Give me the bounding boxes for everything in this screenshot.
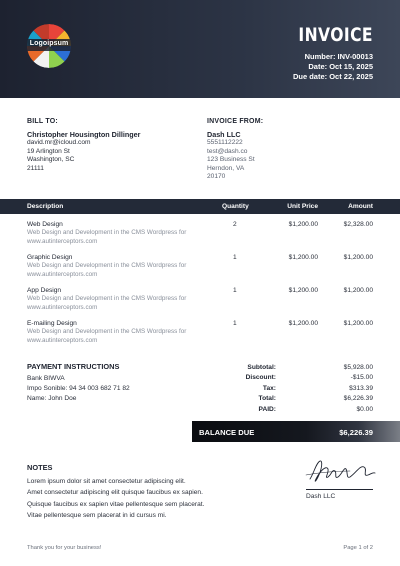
row-detail-link: www.autinterceptors.com [27,270,98,278]
items-table-header [0,199,400,214]
invoice-title: INVOICE [298,24,373,46]
bill-to-name: Christopher Housington Dillinger [27,130,141,139]
row-title: Graphic Design [27,254,73,261]
invoice-from-name: Dash LLC [207,130,241,139]
col-description: Description [27,203,64,210]
invoice-from-phone: 5551112222 [207,139,243,146]
subtotal-label: Subtotal: [247,364,276,371]
table-row [0,254,400,284]
invoice-number: Number: INV-00013 [304,52,373,61]
tax-value: $313.39 [349,384,373,392]
invoice-from-label: INVOICE FROM: [207,118,264,125]
table-row [0,287,400,317]
col-unit-price: Unit Price [287,203,318,210]
row-description [27,254,186,279]
row-unit-price: $1,200.00 [288,254,318,261]
company-logo [27,24,71,68]
row-title: App Design [27,287,62,294]
discount-value: -$15.00 [350,374,373,382]
bill-to-street: 19 Arlington St [27,147,70,155]
bill-to-label: BILL TO: [27,118,58,125]
footer-thanks: Thank you for your business! [27,545,102,551]
row-detail: Web Design and Development in the CMS Wordpress for [27,295,187,303]
paid-label: PAID: [258,405,276,413]
notes-line: Quisque faucibus ex sapien vitae pellentesque sem placerat. [27,500,205,508]
payment-account: Impo Sonible: 94 34 003 682 71 82 [27,385,130,392]
invoice-date: Date: Oct 15, 2025 [308,61,373,71]
row-description [27,287,186,312]
balance-due-value: $6,226.39 [339,428,373,437]
invoice-from-street: 123 Business St [207,156,255,164]
bill-to-city: Washington, SC [27,156,75,164]
invoice-from-email: test@dash.co [207,147,248,155]
signature-line [306,489,373,490]
row-description [27,320,186,345]
notes-body [27,476,204,522]
payment-instructions-title: PAYMENT INSTRUCTIONS [27,362,120,371]
row-quantity: 1 [233,287,237,294]
row-title: E-mailing Design [27,320,77,327]
row-unit-price: $1,200.00 [288,320,318,327]
row-quantity: 2 [233,221,237,228]
col-quantity: Quantity [222,203,249,210]
total-value: $6,226.39 [343,395,373,403]
tax-label: Tax: [262,384,276,392]
col-amount: Amount [348,203,373,210]
invoice-meta [293,52,373,81]
subtotal-value: $5,928.00 [343,364,373,371]
discount-label: Discount: [245,374,276,382]
bill-to-block [27,130,140,173]
invoice-from-zip: 20170 [207,173,226,181]
row-amount: $1,200.00 [343,254,373,261]
signature-name: Dash LLC [306,493,336,500]
bill-to-zip: 21111 [27,164,44,172]
footer-page-number: Page 1 of 2 [343,545,373,551]
notes-line: Lorem ipsum dolor sit amet consectetur adipiscing elit. [27,478,186,485]
bill-to-email: david.mr@icloud.com [27,139,91,146]
balance-due-label: BALANCE DUE [199,428,255,437]
notes-title: NOTES [27,463,53,472]
paid-value: $0.00 [356,405,373,413]
table-row [0,320,400,350]
row-detail: Web Design and Development in the CMS Wordpress for [27,229,187,237]
row-detail: Web Design and Development in the CMS Wordpress for [27,328,187,336]
notes-line: Amet consectetur adipiscing elit quisque faucibus ex sapien. [27,489,203,497]
row-description [27,221,186,246]
row-detail-link: www.autinterceptors.com [27,336,98,344]
row-amount: $1,200.00 [343,320,373,327]
row-detail-link: www.autinterceptors.com [27,237,98,245]
logo-text: Logoipsum [29,40,69,47]
row-detail-link: www.autinterceptors.com [27,303,98,311]
row-detail: Web Design and Development in the CMS Wordpress for [27,262,187,270]
payment-instructions [27,374,130,404]
row-unit-price: $1,200.00 [288,287,318,294]
invoice-due-date: Due date: Oct 22, 2025 [292,71,373,81]
totals-labels [246,363,276,415]
signature-image [304,455,376,487]
row-unit-price: $1,200.00 [288,221,318,228]
total-label: Total: [258,395,276,403]
totals-values [344,363,373,415]
row-title: Web Design [27,221,63,228]
payment-name: Name: John Doe [27,395,77,402]
invoice-from-block [207,130,255,182]
invoice-header [0,0,400,98]
row-quantity: 1 [233,320,237,327]
invoice-from-city: Herndon, VA [207,164,245,172]
balance-due-bar [192,421,400,442]
row-quantity: 1 [233,254,237,261]
row-amount: $2,328.00 [343,221,373,228]
payment-bank: Bank BIWVA [27,375,65,382]
row-amount: $1,200.00 [343,287,373,294]
notes-line: Vitae pellentesque sem placerat in id cursus mi. [27,512,167,520]
table-row [0,221,400,251]
